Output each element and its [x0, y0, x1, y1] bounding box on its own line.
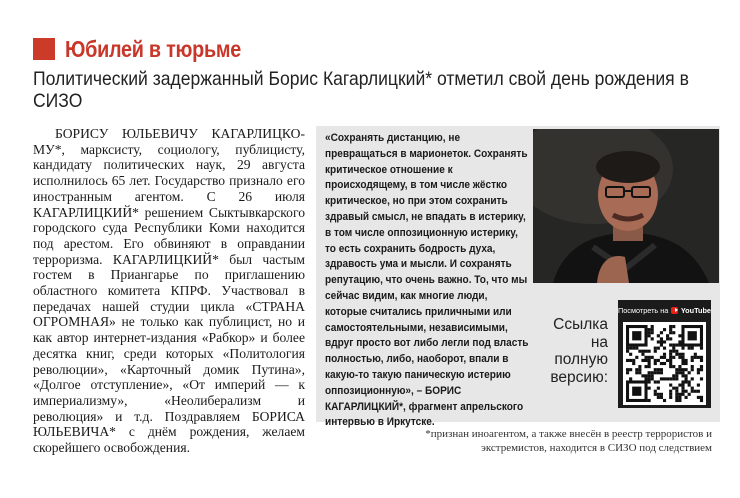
portrait-illustration [533, 129, 719, 283]
article-body: БОРИСУ ЮЛЬЕВИЧУ КАГАРЛИЦКОМУ*, марксисту, социологу, публицисту, кандидату политических наук, 29 августа исполнилось 65 лет. Государство признало его иностранным агентом. С 26 июля КАГАРЛИЦКИЙ* решением Сыктывкарского городского суда Республики Коми находится под арестом. Его обвиняют в оправдании терроризма. КАГАРЛИЦКИЙ* был частым гостем в Приангарье по приглашению областного комитета КПРФ. Участвовал в передачах нашей студии цикла «СТРАНА ОГРОМНАЯ» не только как публицист, но и как автор интернет-издания «Рабкор» и более десятка книг, среди которых «Политология революции», «Карточный домик Путина», «Долгое отступление», «От империй — к империализму», «Неолиберализм и революция» и т.д. Поздравляем БОРИСА ЮЛЬЕВИЧА* с днём рождения, желаем скорейшего освобождения. [33, 126, 305, 456]
qr-code-graphic [623, 322, 706, 405]
qr-code[interactable] [623, 322, 706, 405]
article-subtitle: Политический задержанный Борис Кагарлицкий* отметил свой день рождения в СИЗО [33, 68, 689, 112]
qr-header [618, 300, 711, 320]
youtube-wordmark: YouTube [680, 305, 711, 315]
link-caption: Ссылка на полную версию: [550, 316, 608, 386]
section-title: Юбилей в тюрьме [65, 35, 241, 62]
portrait-photo [533, 129, 719, 283]
youtube-play-icon [671, 307, 678, 314]
footnote: *признан иноагентом, а также внесён в реестр террористов и экстремистов, находится в СИЗО под следствием [425, 428, 712, 454]
qr-header-label: Посмотреть на [618, 305, 669, 315]
section-marker-square [33, 38, 55, 60]
interview-quote: «Сохранять дистанцию, не превращаться в марионеток. Сохранять критическое отношение к происходящему, в том числе жёстко критическое, но при этом сохранить здравый смысл, не впадать в истерику, в том числе оппозиционную истерику, то есть сохранить бодрость духа, здравость ума и мысли. И сохранять репутацию, что очень важно. То, что мы сейчас видим, как многие люди, которые считались приличными или самостоятельными, независимыми, вдруг просто вот либо легли под власть полностью, либо, наоборот, впали в какую-то такую паническую истерию оппозиционную», – БОРИС КАГАРЛИЦКИЙ*, фрагмент апрельского интервью в Иркутске. [325, 132, 529, 429]
section-header [33, 34, 270, 64]
qr-card[interactable] [618, 300, 711, 408]
